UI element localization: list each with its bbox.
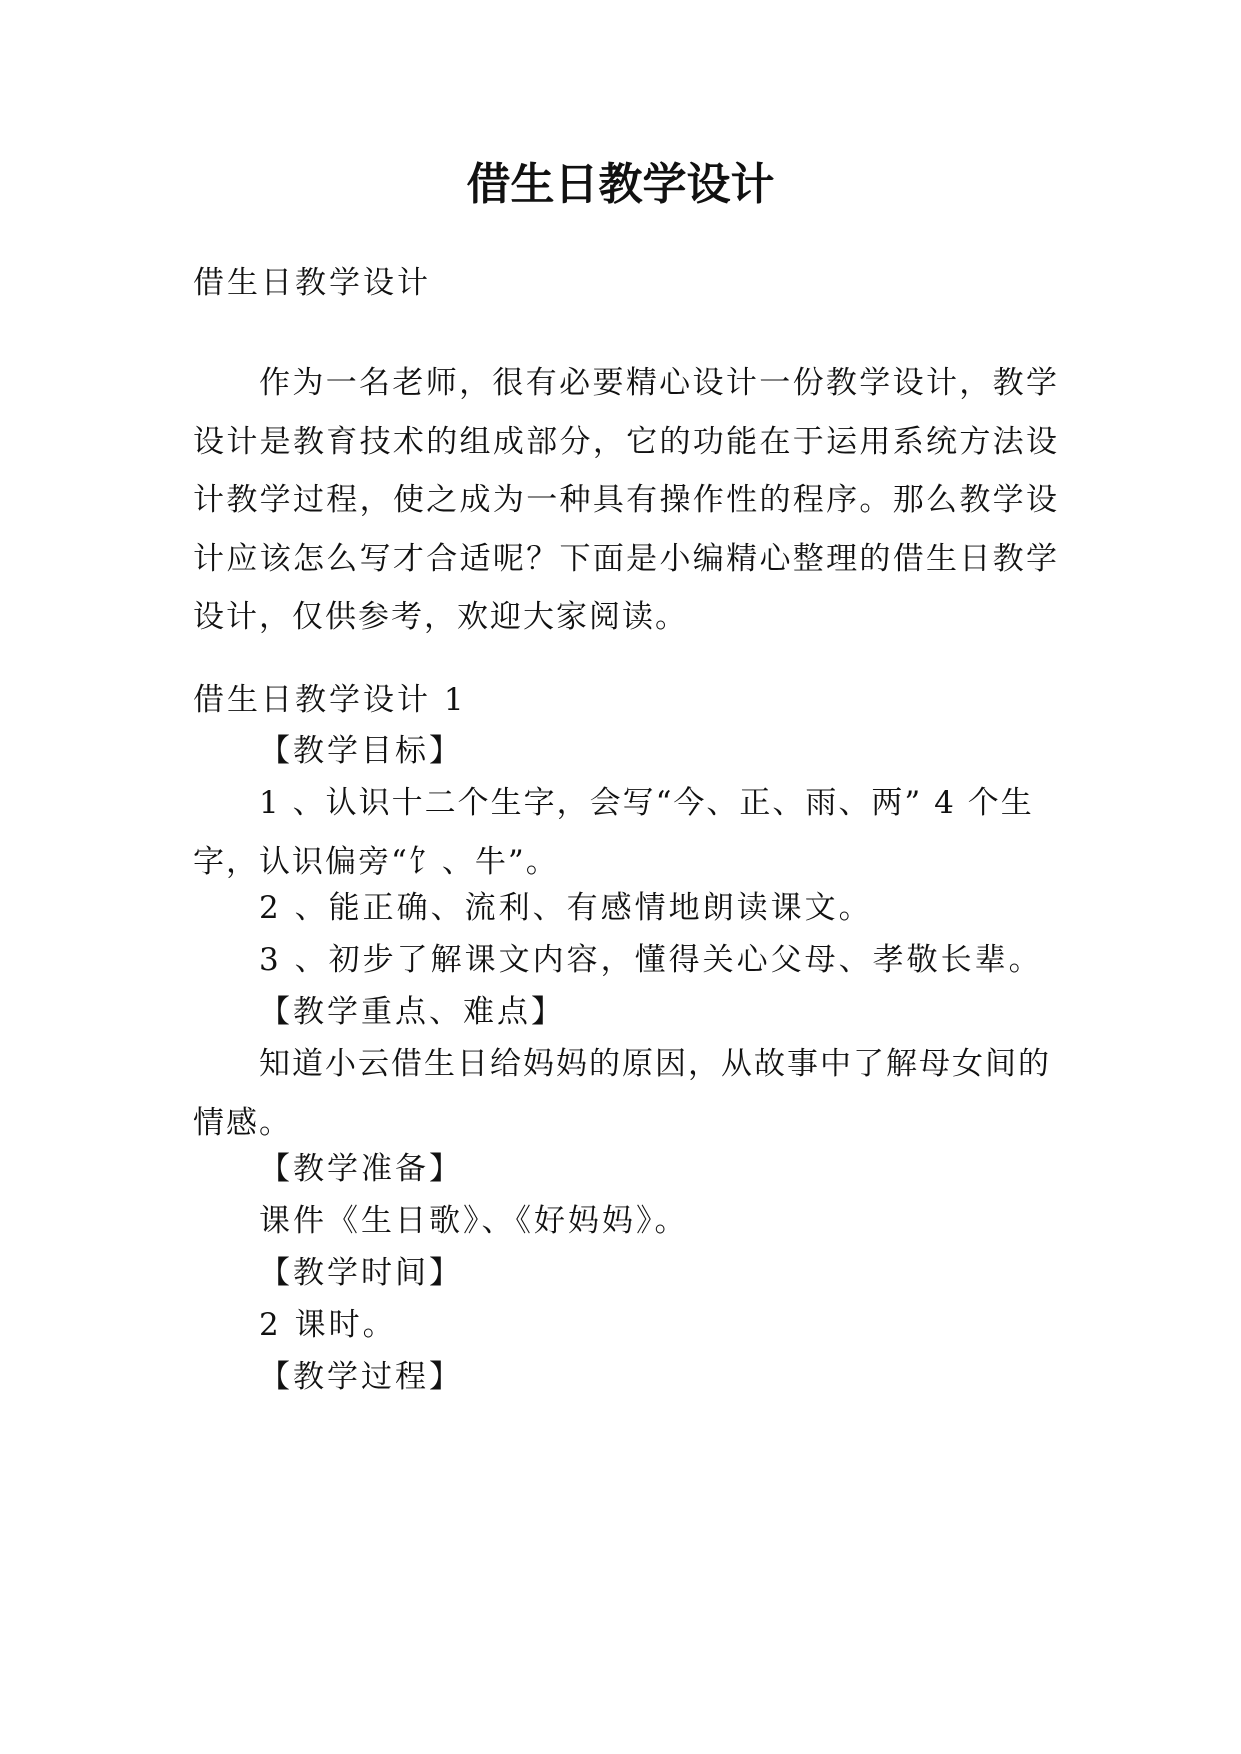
goals-heading: 【教学目标】	[259, 733, 463, 769]
time-text: 2 课时。	[259, 1307, 397, 1343]
document-title: 借生日教学设计	[466, 159, 775, 210]
prep-text: 课件《生日歌》、《好妈妈》。	[259, 1203, 689, 1239]
time-heading: 【教学时间】	[259, 1255, 463, 1291]
keypoints-heading: 【教学重点、难点】	[259, 994, 565, 1030]
goal-item-2: 2 、能正确、流利、有感情地朗读课文。	[259, 890, 873, 926]
document-subtitle: 借生日教学设计	[193, 265, 431, 301]
section-heading: 借生日教学设计 1	[193, 682, 467, 718]
intro-paragraph: 作为一名老师，很有必要精心设计一份教学设计，教学设计是教育技术的组成部分，它的功能在于运用系统方法设计教学过程，使之成为一种具有操作性的程序。那么教学设计应该怎么写才合适呢？下面是小编精心整理的借生日教学设计，仅供参考，欢迎大家阅读。	[193, 365, 1059, 635]
prep-heading: 【教学准备】	[259, 1151, 463, 1187]
goal-item-1: 1 、认识十二个生字，会写“今、正、雨、两” 4 个生字，认识偏旁“饣、牛”。	[193, 785, 1034, 880]
goal-item-3: 3 、初步了解课文内容，懂得关心父母、孝敬长辈。	[259, 942, 1043, 978]
process-heading: 【教学过程】	[259, 1359, 463, 1395]
keypoints-text: 知道小云借生日给妈妈的原因，从故事中了解母女间的情感。	[193, 1046, 1051, 1141]
